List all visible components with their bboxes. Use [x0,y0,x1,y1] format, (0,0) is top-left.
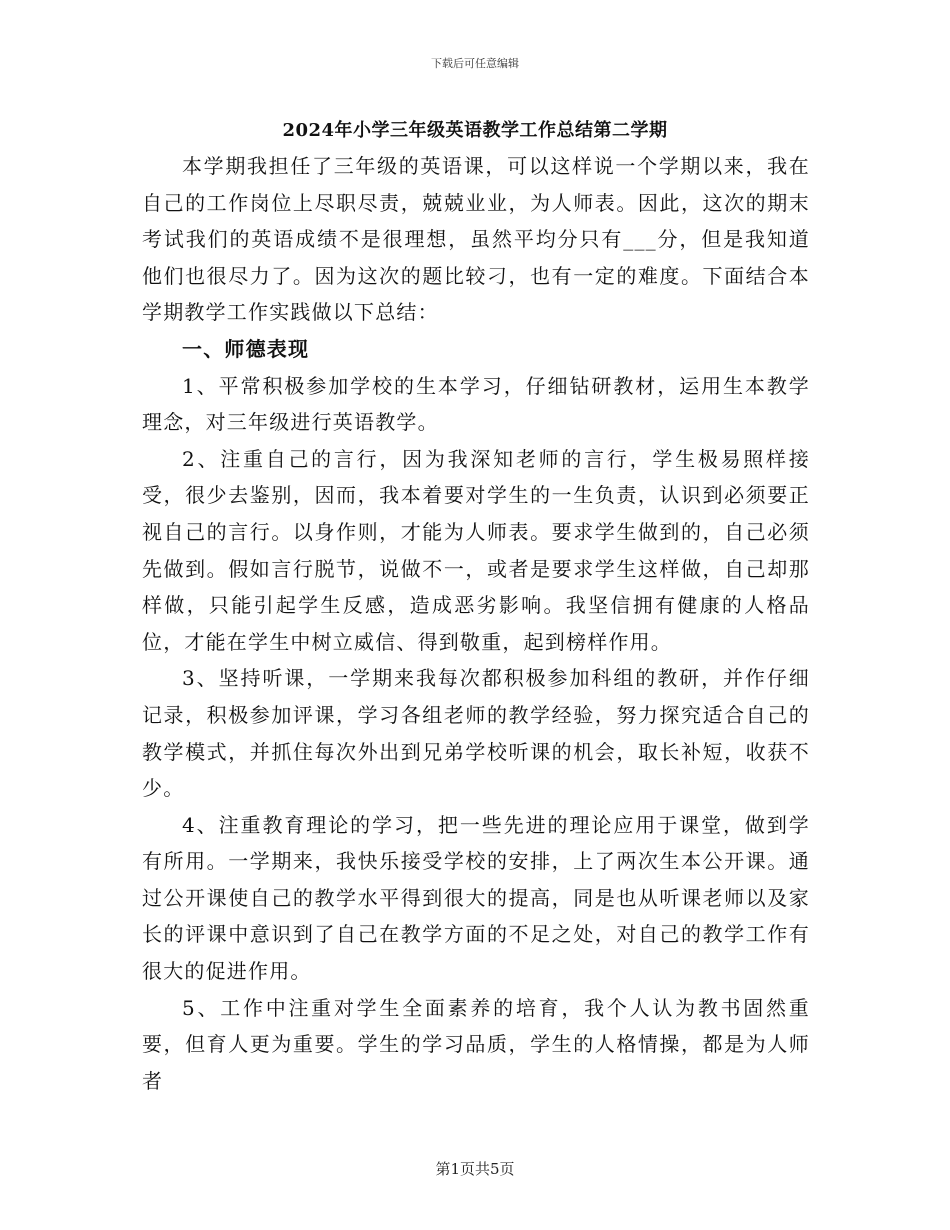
paragraph-item-3: 3、坚持听课，一学期来我每次都积极参加科组的教研，并作仔细记录，积极参加评课，学习各组老师的教学经验，努力探究适合自己的教学模式，并抓住每次外出到兄弟学校听课的机会，取长补短，收获不少。 [142,666,810,801]
paragraph-item-5: 5、工作中注重对学生全面素养的培育，我个人认为教书固然重要，但育人更为重要。学生的学习品质，学生的人格情操，都是为人师者 [142,995,810,1093]
paragraph-item-4: 4、注重教育理论的学习，把一些先进的理论应用于课堂，做到学有所用。一学期来，我快乐接受学校的安排，上了两次生本公开课。通过公开课使自己的教学水平得到很大的提高，同是也从听课老师以及家长的评课中意识到了自己在教学方面的不足之处，对自己的教学工作有很大的促进作用。 [142,812,810,984]
paragraph-item-1: 1、平常积极参加学校的生本学习，仔细钻研教材，运用生本教学理念，对三年级进行英语教学。 [142,373,810,435]
page-indicator: 第1页共5页 [435,1160,515,1178]
document-body [142,148,810,1099]
intro-paragraph: 本学期我担任了三年级的英语课，可以这样说一个学期以来，我在自己的工作岗位上尽职尽责，兢兢业业，为人师表。因此，这次的期末考试我们的英语成绩不是很理想，虽然平均分只有___分，但是我知道他们也很尽力了。因为这次的题比较刁，也有一定的难度。下面结合本学期教学工作实践做以下总结： [142,154,810,325]
section-heading-ethics: 一、师德表现 [182,336,310,361]
paragraph-item-2: 2、注重自己的言行，因为我深知老师的言行，学生极易照样接受，很少去鉴别，因而，我本着要对学生的一生负责，认识到必须要正视自己的言行。以身作则，才能为人师表。要求学生做到的，自己必须先做到。假如言行脱节，说做不一，或者是要求学生这样做，自己却那样做，只能引起学生反感，造成恶劣影响。我坚信拥有健康的人格品位，才能在学生中树立威信、得到敬重，起到榜样作用。 [142,446,810,654]
header-note: 下载后可任意编辑 [431,57,519,70]
document-title: 2024年小学三年级英语教学工作总结第二学期 [282,120,668,141]
